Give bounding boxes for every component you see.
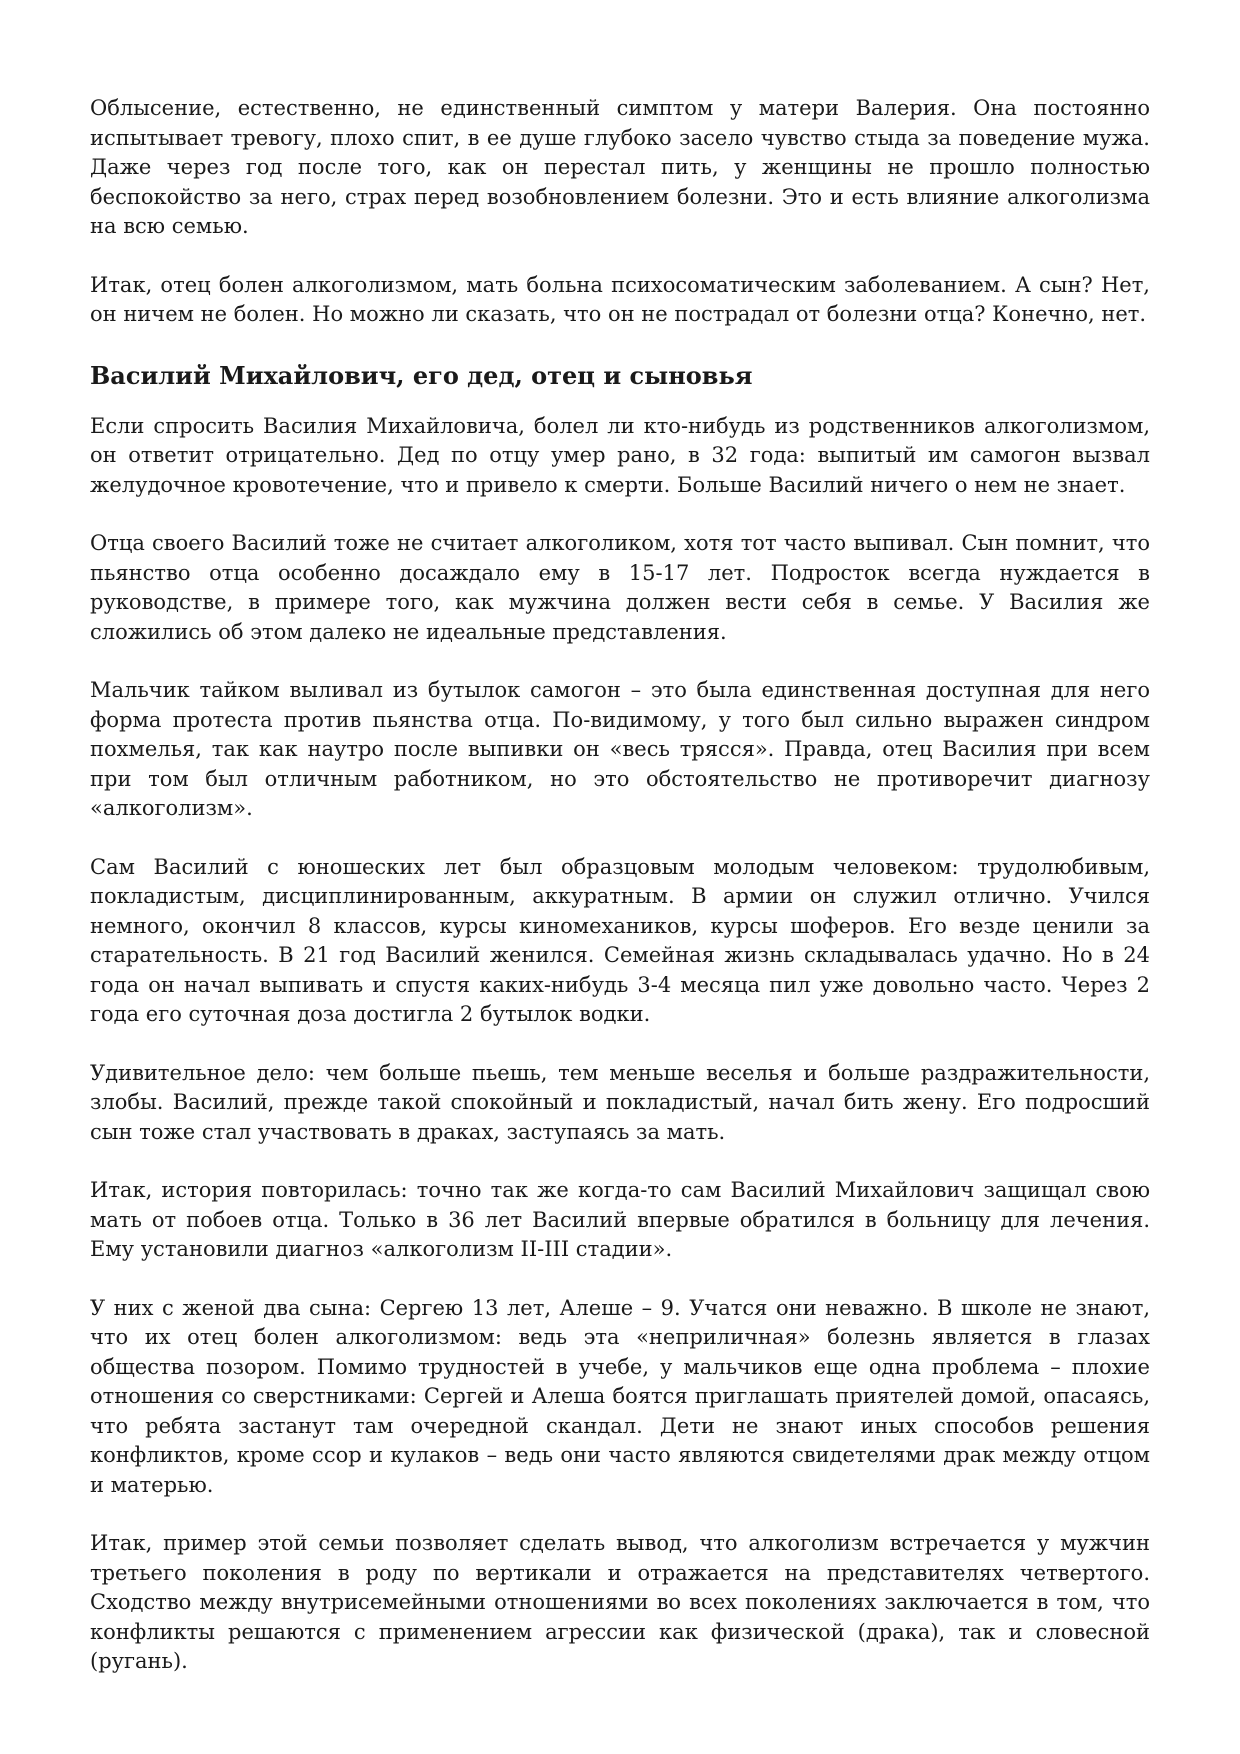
paragraph: Облысение, естественно, не единственный симптом у матери Валерия. Она постоянно испытывает тревогу, плохо спит, в ее душе глубоко засело чувство стыда за поведение мужа. Даже через год после того, как он перестал пить, у женщины не прошло полностью беспокойство за него, страх перед возобновлением болезни. Это и есть влияние алкоголизма на всю семью. [90,96,1150,238]
paragraph: Итак, история повторилась: точно так же когда-то сам Василий Михайлович защищал свою мать от побоев отца. Только в 36 лет Василий впервые обратился в больницу для лечения. Ему установили диагноз «алкоголизм II-III стадии». [90,1178,1150,1261]
paragraph: Если спросить Василия Михайловича, болел ли кто-нибудь из родственников алкоголизмом, он ответит отрицательно. Дед по отцу умер рано, в 32 года: выпитый им самогон вызвал желудочное кровотечение, что и привело к смерти. Больше Василий ничего о нем не знает. [90,413,1150,497]
paragraph: Итак, пример этой семьи позволяет сделать вывод, что алкоголизм встречается у мужчин третьего поколения в роду по вертикали и отражается на представителях четвертого. Сходство между внутрисемейными отношениями во всех поколениях заключается в том, что конфликты решаются с применением агрессии как физической (драка), так и словесной (ругань). [90,1531,1150,1673]
paragraph: Удивительное дело: чем больше пьешь, тем меньше веселья и больше раздражительности, злобы. Василий, прежде такой спокойный и покладистый, начал бить жену. Его подросший сын тоже стал участвовать в драках, заступаясь за мать. [90,1060,1150,1144]
paragraph: Итак, отец болен алкоголизмом, мать больна психосоматическим заболеванием. А сын? Нет, он ничем не болен. Но можно ли сказать, что он не пострадал от болезни отца? Конечно, нет. [90,272,1150,326]
paragraph: Мальчик тайком выливал из бутылок самогон – это была единственная доступная для него форма протеста против пьянства отца. По-видимому, у того был сильно выражен синдром похмелья, так как наутро после выпивки он «весь трясся». Правда, отец Василия при всем при том был отличным работником, но это обстоятельство не противоречит диагнозу «алкоголизм». [90,678,1150,820]
paragraph: У них с женой два сына: Сергею 13 лет, Алеше – 9. Учатся они неважно. В школе не знают, что их отец болен алкоголизмом: ведь эта «неприличная» болезнь является в глазах общества позором. Помимо трудностей в учебе, у мальчиков еще одна проблема – плохие отношения со сверстниками: Сергей и Алеша боятся приглашать приятелей домой, опасаясь, что ребята застанут там очередной скандал. Дети не знают иных способов решения конфликтов, кроме ссор и кулаков – ведь они часто являются свидетелями драк между отцом и матерью. [90,1295,1150,1497]
section-heading: Василий Михайлович, его дед, отец и сыновья [90,360,753,390]
paragraph: Сам Василий с юношеских лет был образцовым молодым человеком: трудолюбивым, покладистым, дисциплинированным, аккуратным. В армии он служил отлично. Учился немного, окончил 8 классов, курсы киномехаников, курсы шоферов. Его везде ценили за старательность. В 21 год Василий женился. Семейная жизнь складывалась удачно. Но в 24 года он начал выпивать и спустя каких-нибудь 3-4 месяца пил уже довольно часто. Через 2 года его суточная доза достигла 2 бутылок водки. [90,854,1150,1026]
document-page [90,94,1150,1706]
paragraph: Отца своего Василий тоже не считает алкоголиком, хотя тот часто выпивал. Сын помнит, что пьянство отца особенно досаждало ему в 15-17 лет. Подросток всегда нуждается в руководстве, в примере того, как мужчина должен вести себя в семье. У Василия же сложились об этом далеко не идеальные представления. [90,531,1150,644]
